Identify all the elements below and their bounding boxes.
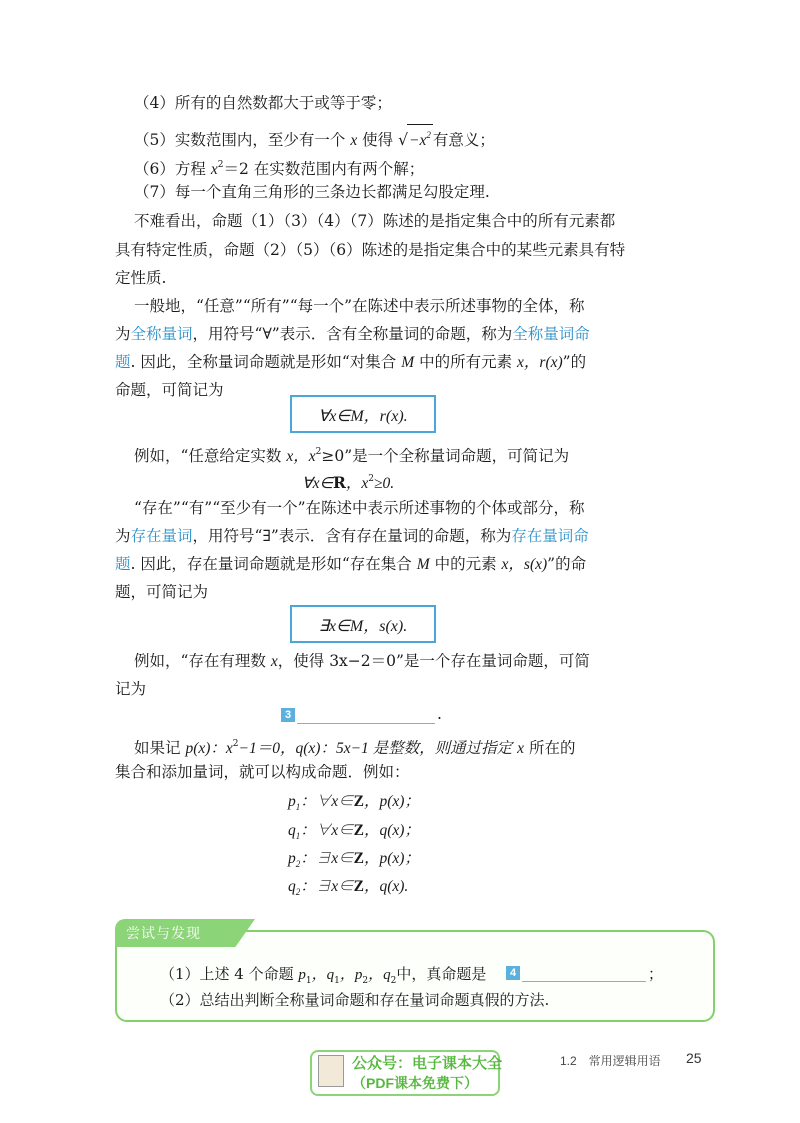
para3-line4: 题，可简记为: [115, 583, 209, 601]
sqrt-expression: $√-x^2$: [398, 131, 433, 149]
formula-p2: $p_2$：∃x∈Z，p(x)；: [288, 850, 420, 869]
try-question-2: （2）总结出判断全称量词命题和存在量词命题真假的方法.: [160, 991, 550, 1009]
term-existential-quantifier: 存在量词: [130, 527, 193, 545]
try-question-1: （1）上述 4 个命题 $p_1$，$q_1$，$p_2$，$q_2$中，真命题是: [160, 965, 487, 986]
existential-formula-box: ∃x∈M，s(x).: [290, 605, 436, 643]
formula-q2: $q_2$：∃x∈Z，q(x).: [288, 878, 409, 897]
answer-blank-3[interactable]: [297, 709, 435, 724]
para2-line3: 题. 因此，全称量词命题就是形如“对集合 M 中的所有元素 x，r(x)”的: [115, 353, 587, 371]
try-question-1-end: ；: [648, 965, 664, 983]
para2-line4: 命题，可简记为: [115, 381, 224, 399]
para1-line1: 不难看出，命题（1）（3）（4）（7）陈述的是指定集合中的所有元素都: [134, 212, 616, 230]
try-and-discover-title: 尝试与发现: [126, 925, 201, 941]
para3-line2: 为存在量词，用符号“∃”表示．含有存在量词的命题，称为存在量词命: [115, 527, 589, 545]
blank-4-number: 4: [506, 966, 520, 980]
example2-line2: 记为: [115, 680, 147, 698]
para3-line3: 题. 因此，存在量词命题就是形如“存在集合 M 中的元素 x，s(x)”的命: [115, 555, 587, 573]
book-icon: [318, 1055, 344, 1087]
example2-line1: 例如，“存在有理数 x，使得 3x−2＝0”是一个存在量词命题，可简: [134, 652, 590, 670]
item-5: （5）实数范围内，至少有一个 x 使得 $√-x^2$ 有意义；: [134, 124, 495, 151]
para2-line2: 为全称量词，用符号“∀”表示．含有全称量词的命题，称为全称量词命: [115, 325, 590, 343]
formula-q1: $q_1$：∀x∈Z，q(x)；: [288, 822, 420, 841]
para4-line1: 如果记 p(x)：$x^2-1=0$，q(x)：5x−1 是整数，则通过指定 x 所在的: [134, 739, 576, 757]
blank-3-number: 3: [281, 708, 295, 722]
universal-formula-box: ∀x∈M，r(x).: [290, 395, 436, 433]
item-6: （6）方程 $x^2=2$ 在实数范围内有两个解；: [134, 160, 425, 178]
stamp-line-1: 公众号：电子课本大全: [352, 1055, 503, 1072]
formula-p1: $p_1$：∀x∈Z，p(x)；: [288, 793, 420, 812]
stamp-line-2: （PDF课本免费下）: [352, 1075, 478, 1091]
example1-formula: ∀x∈R，$x^2\ge 0$.: [302, 473, 395, 492]
section-footer: 1.2 常用逻辑用语: [560, 1054, 661, 1068]
para3-line1: “存在”“有”“至少有一个”在陈述中表示所述事物的个体或部分，称: [134, 499, 585, 517]
blank-3-period: .: [437, 705, 442, 723]
item-4: （4）所有的自然数都大于或等于零；: [134, 94, 392, 112]
item-7: （7）每一个直角三角形的三条边长都满足勾股定理.: [134, 183, 490, 201]
example1-line: 例如，“任意给定实数 x，$x^2\ge 0$”是一个全称量词命题，可简记为: [134, 447, 570, 465]
para2-line1: 一般地，“任意”“所有”“每一个”在陈述中表示所述事物的全体，称: [134, 297, 585, 315]
term-universal-quantifier: 全称量词: [130, 325, 193, 343]
answer-blank-4[interactable]: [522, 967, 646, 982]
para1-line2: 具有特定性质，命题（2）（5）（6）陈述的是指定集合中的某些元素具有特: [115, 241, 626, 259]
para1-line3: 定性质.: [115, 269, 167, 287]
para4-line2: 集合和添加量词，就可以构成命题．例如：: [115, 763, 410, 781]
page-number: 25: [686, 1050, 702, 1066]
